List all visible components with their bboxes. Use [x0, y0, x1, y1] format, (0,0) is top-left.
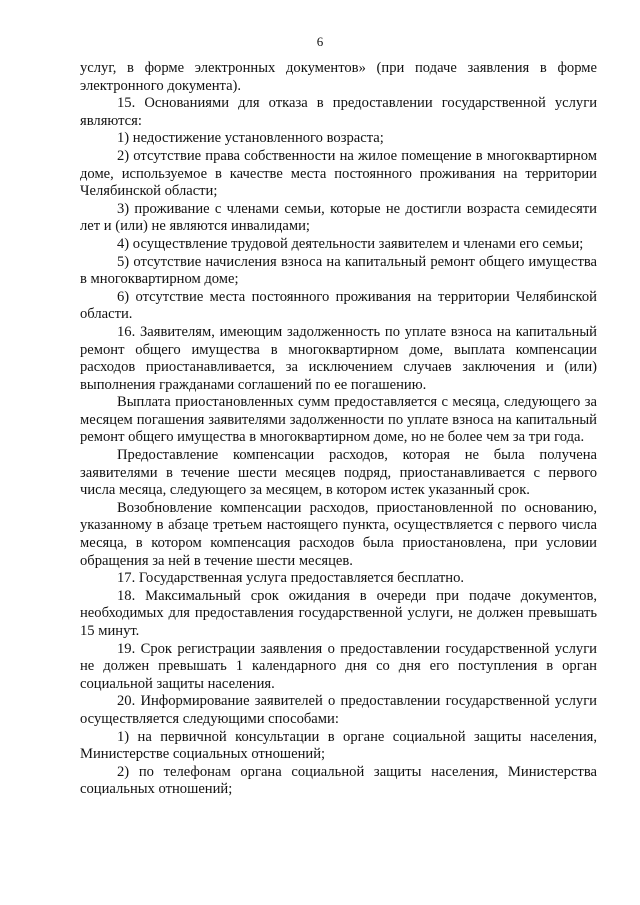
paragraph-item-16-payment: Выплата приостановленных сумм предоставляется с месяца, следующего за месяцем погашения заявителями задолженности по уплате взноса на капитальный ремонт общего имущества в многоквартирном доме, но не более чем за три года.	[80, 394, 597, 446]
page-number: 6	[316, 34, 324, 49]
paragraph-item-20: 20. Информирование заявителей о предоставлении государственной услуги осуществляется следующими способами:	[80, 693, 597, 727]
paragraph-item-15: 15. Основаниями для отказа в предоставлении государственной услуги являются:	[80, 95, 597, 129]
paragraph-item-16-resumption: Возобновление компенсации расходов, приостановленной по основанию, указанному в абзаце третьем настоящего пункта, осуществляется с первого числа месяца, в котором компенсация расходов была приостановлена, при условии обращения за ней в течение шести месяцев.	[80, 499, 597, 569]
paragraph-item-15-1: 1) недостижение установленного возраста;	[117, 130, 384, 147]
paragraph-item-20-2: 2) по телефонам органа социальной защиты населения, Министерства социальных отношений;	[80, 763, 597, 798]
document-body	[80, 60, 597, 799]
paragraph-continuation: услуг, в форме электронных документов» (при подаче заявления в форме электронного документа).	[80, 60, 597, 94]
paragraph-item-15-5: 5) отсутствие начисления взноса на капитальный ремонт общего имущества в многоквартирном доме;	[80, 253, 597, 288]
paragraph-item-17: 17. Государственная услуга предоставляется бесплатно.	[117, 570, 465, 587]
paragraph-item-20-1: 1) на первичной консультации в органе социальной защиты населения, Министерстве социальных отношений;	[80, 728, 597, 763]
paragraph-item-15-6: 6) отсутствие места постоянного проживания на территории Челябинской области.	[80, 288, 597, 323]
paragraph-item-16: 16. Заявителям, имеющим задолженность по уплате взноса на капитальный ремонт общего имущества в многоквартирном доме, выплата компенсации расходов приостанавливается, за исключением случаев заключения и (или) выполнения гражданами соглашений по ее погашению.	[80, 323, 597, 393]
paragraph-item-15-4: 4) осуществление трудовой деятельности заявителем и членами его семьи;	[117, 235, 584, 252]
paragraph-item-15-3: 3) проживание с членами семьи, которые не достигли возраста семидесяти лет и (или) не являются инвалидами;	[80, 200, 597, 235]
paragraph-item-16-suspension: Предоставление компенсации расходов, которая не была получена заявителями в течение шести месяцев подряд, приостанавливается с первого числа месяца, следующего за месяцем, в котором истек указанный срок.	[80, 447, 597, 499]
paragraph-item-19: 19. Срок регистрации заявления о предоставлении государственной услуги не должен превышать 1 календарного дня со дня его поступления в орган социальной защиты населения.	[80, 640, 597, 692]
paragraph-item-18: 18. Максимальный срок ожидания в очереди при подаче документов, необходимых для предоставления государственной услуги, не должен превышать 15 минут.	[80, 587, 597, 639]
paragraph-item-15-2: 2) отсутствие права собственности на жилое помещение в многоквартирном доме, используемое в качестве места постоянного проживания на территории Челябинской области;	[80, 147, 597, 200]
